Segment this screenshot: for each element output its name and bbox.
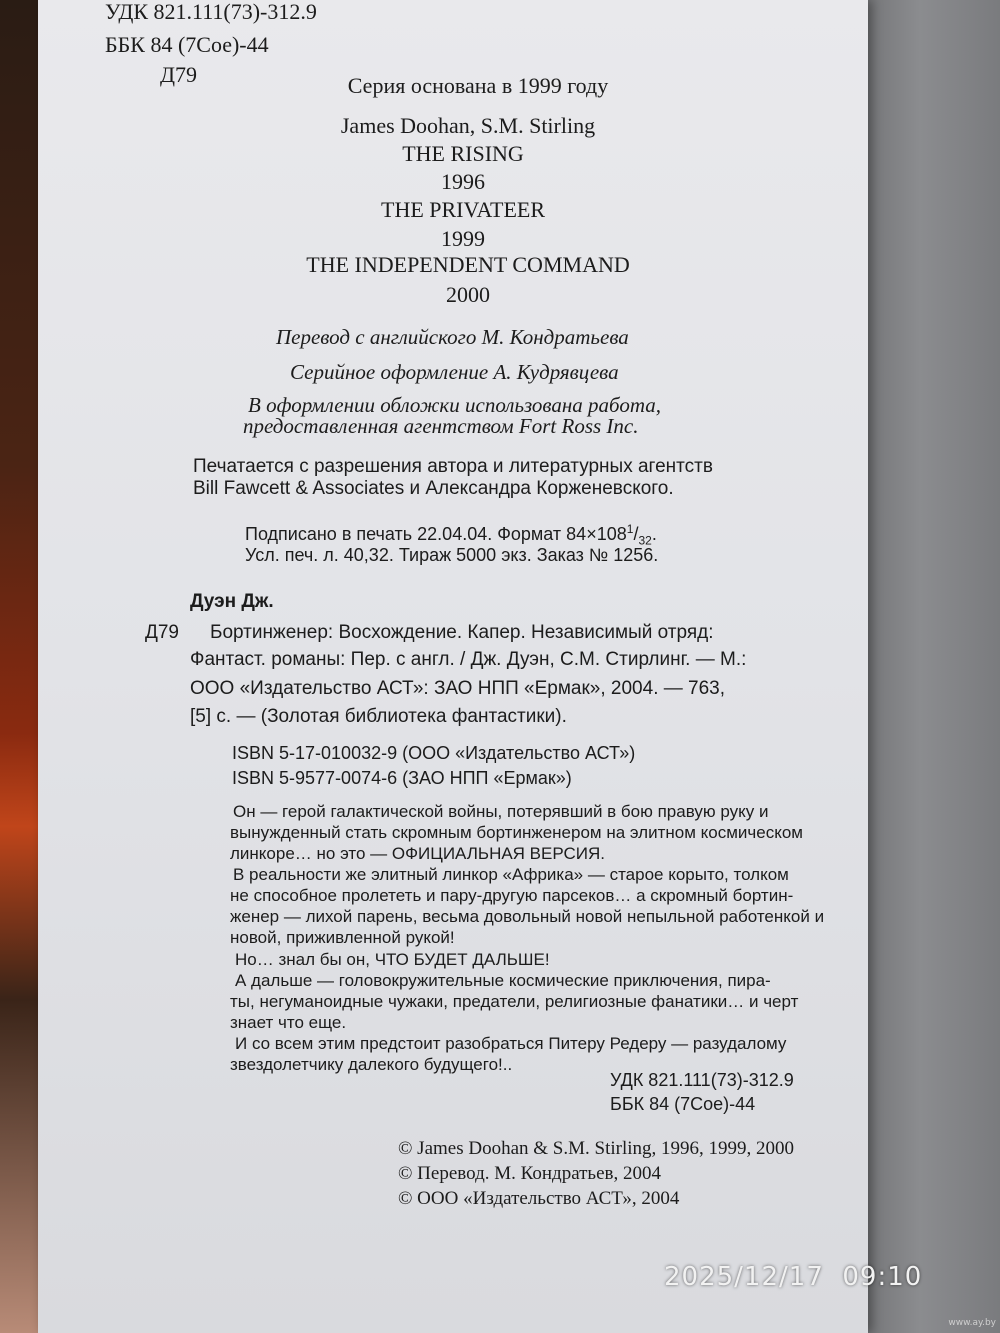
print-line-2: Усл. печ. л. 40,32. Тираж 5000 экз. Заказ № 1256.: [245, 545, 659, 565]
year-3: 2000: [446, 282, 490, 307]
biblio-line-1: Бортинженер: Восхождение. Капер. Независимый отряд:: [210, 622, 714, 643]
watermark: www.ay.by: [948, 1318, 996, 1328]
annotation-line: новой, приживленной рукой!: [230, 928, 455, 947]
annotation-line: Но… знал бы он, ЧТО БУДЕТ ДАЛЬШЕ!: [235, 950, 550, 969]
annotation-line: вынужденный стать скромным бортинженером на элитном космическом: [230, 823, 803, 842]
annotation-line: ты, негуманоидные чужаки, предатели, религиозные фанатики… и черт: [230, 992, 799, 1011]
annotation-line: В реальности же элитный линкор «Африка» — старое корыто, толком: [233, 865, 789, 884]
copyright-3: © ООО «Издательство АСТ», 2004: [398, 1188, 680, 1209]
biblio-code: Д79: [145, 622, 180, 643]
biblio-author: Дуэн Дж.: [190, 591, 274, 612]
annotation-line: линкоре… но это — ОФИЦИАЛЬНАЯ ВЕРСИЯ.: [230, 844, 606, 863]
photo-timestamp: 2025/12/17 09:10: [664, 1262, 923, 1292]
biblio-line-4: [5] с. — (Золотая библиотека фантастики).: [190, 706, 567, 727]
series-note: Серия основана в 1999 году: [347, 73, 609, 98]
format-sub: 32: [638, 533, 652, 548]
print-line-1: Подписано в печать 22.04.04. Формат $84\times 108^1/_{32}$.: [245, 522, 657, 548]
title-1: THE RISING: [402, 141, 524, 166]
annotation-line: не способное пролететь и пару-другую парсеков… а скромный бортин-: [230, 886, 794, 905]
annotation-line: А дальше — головокружительные космические приключения, пира-: [235, 971, 771, 990]
translation-credit: Перевод с английского М. Кондратьева: [276, 325, 629, 349]
isbn-1: ISBN 5-17-010032-9 (ООО «Издательство АСТ»): [232, 743, 636, 763]
print-line-1-text: Подписано в печать 22.04.04. Формат 84×108: [245, 524, 627, 544]
annotation-line: звездолетчику далекого будущего!..: [230, 1055, 513, 1074]
permission-line-1: Печатается с разрешения автора и литературных агентств: [193, 456, 713, 477]
isbn-2: ISBN 5-9577-0074-6 (ЗАО НПП «Ермак»): [232, 768, 572, 788]
authors: James Doohan, S.M. Stirling: [340, 113, 596, 138]
annotation-line: И со всем этим предстоит разобраться Питеру Редеру — разудалому: [235, 1034, 787, 1053]
header-udk: УДК 821.111(73)-312.9: [105, 0, 317, 24]
cover-credit-2: предоставленная агентством Fort Ross Inc.: [243, 414, 639, 438]
footer-udk: УДК 821.111(73)-312.9: [610, 1070, 794, 1090]
footer-bbk: ББК 84 (7Сое)-44: [610, 1094, 756, 1114]
design-credit: Серийное оформление А. Кудрявцева: [290, 360, 619, 384]
biblio-line-2: Фантаст. романы: Пер. с англ. / Дж. Дуэн, С.М. Стирлинг. — М.:: [190, 649, 747, 670]
annotation-line: женер — лихой парень, весьма довольный новой непыльной работенкой и: [230, 907, 825, 926]
title-3: THE INDEPENDENT COMMAND: [306, 252, 630, 277]
copyright-1: © James Doohan & S.M. Stirling, 1996, 1999, 2000: [398, 1138, 795, 1159]
year-1: 1996: [441, 169, 485, 194]
annotation-line: Он — герой галактической войны, потерявший в бою правую руку и: [233, 802, 769, 821]
format-sup: 1: [626, 522, 634, 536]
copyright-2: © Перевод. М. Кондратьев, 2004: [398, 1163, 662, 1184]
permission-line-2: Bill Fawcett & Associates и Александра Корженевского.: [193, 478, 674, 499]
biblio-line-3: ООО «Издательство АСТ»: ЗАО НПП «Ермак», 2004. — 763,: [190, 678, 726, 699]
title-2: THE PRIVATEER: [381, 197, 545, 222]
year-2: 1999: [441, 226, 485, 251]
header-bbk: ББК 84 (7Сое)-44: [105, 32, 269, 57]
annotation-line: знает что еще.: [230, 1013, 347, 1032]
cover-credit-1: В оформлении обложки использована работа,: [248, 393, 662, 417]
header-code: Д79: [160, 62, 198, 87]
book-page: [38, 0, 868, 1333]
